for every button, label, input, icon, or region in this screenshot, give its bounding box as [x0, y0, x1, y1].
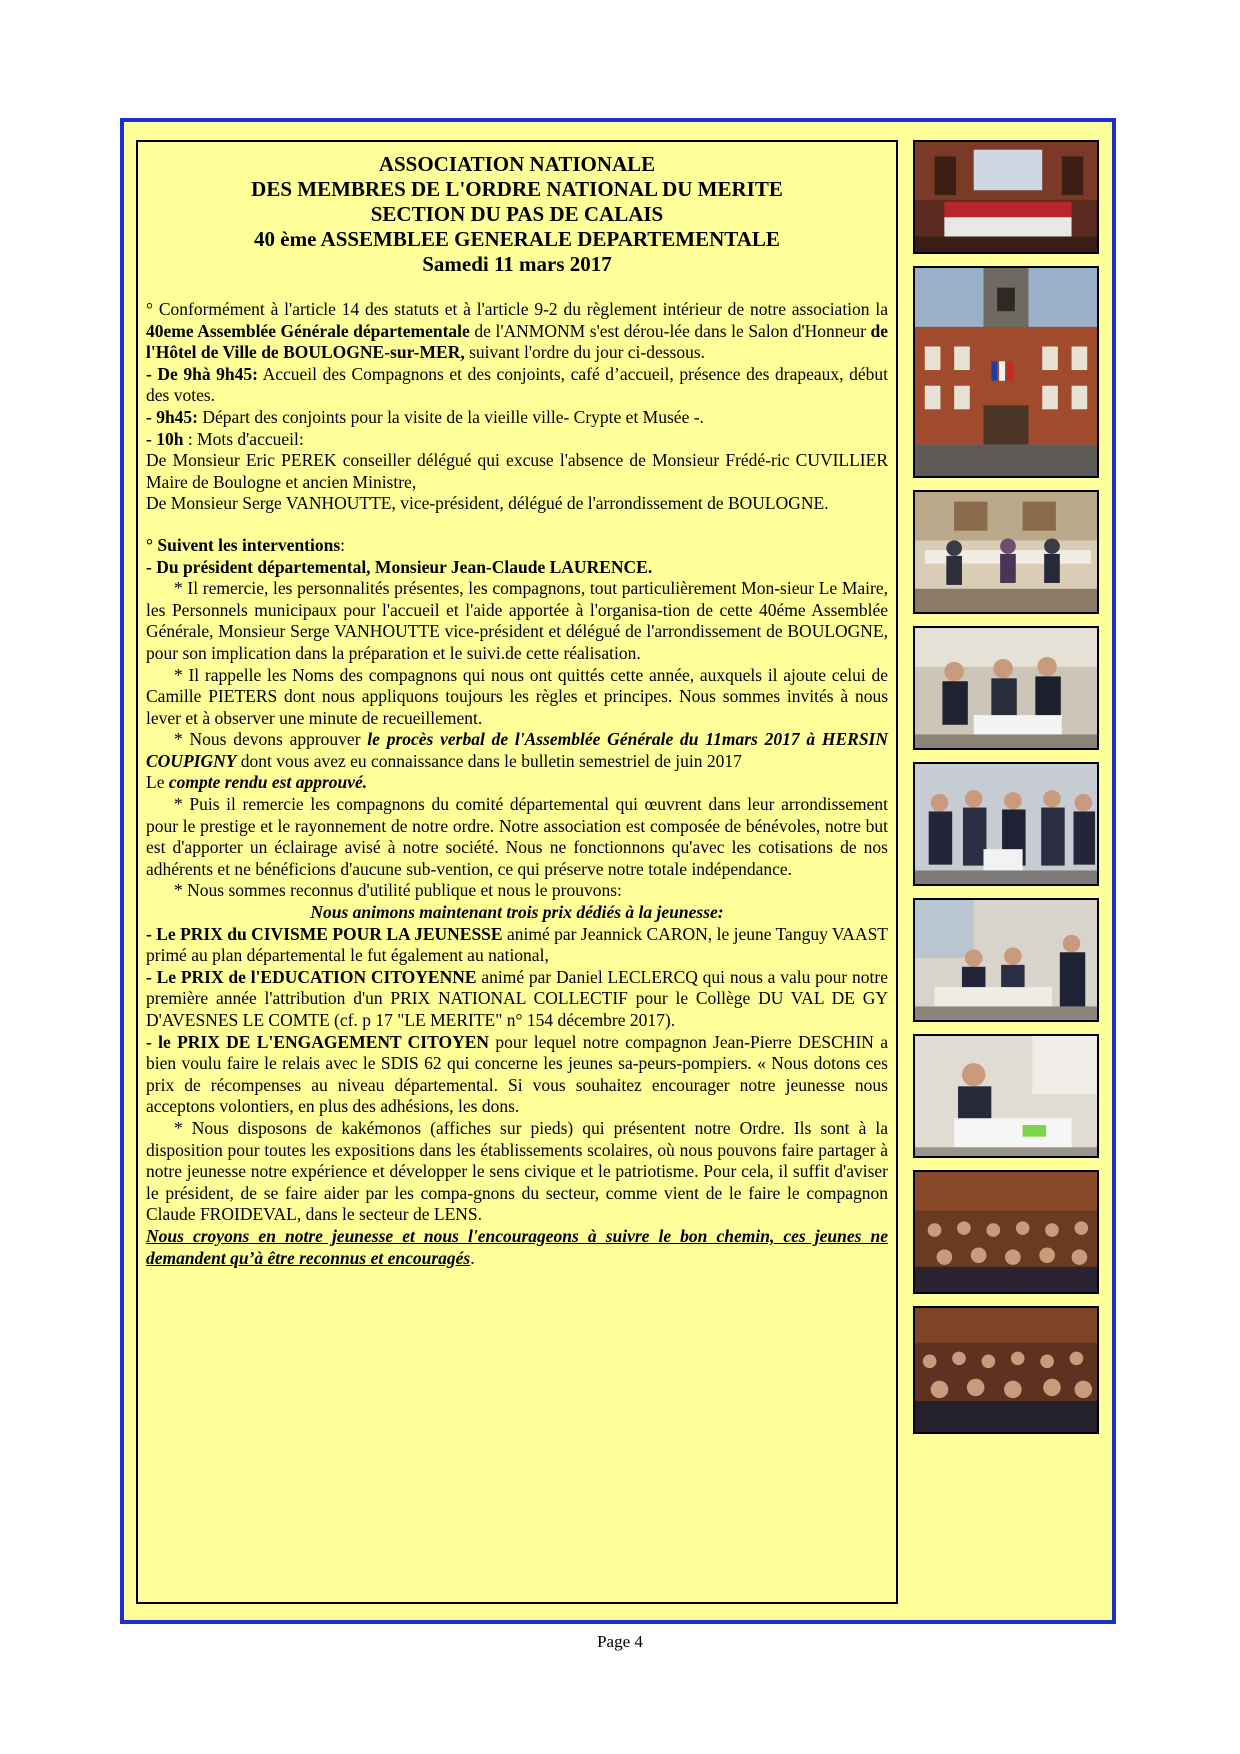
kakemonos-paragraph: * Nous disposons de kakémonos (affiches sur pieds) qui présentent notre Ordre. Ils sont à la disposition pour toutes les expositions dans les établissements scolaires, où nous pouvons faire partager à notre jeunesse notre expérience et développer le sens civique et le patriotisme. Pour cela, il suffit d'aviser le président, de se faire aider par les compa-gnons du secteur, comme vient de le faire le compagnon Claude FROIDEVAL, dans le secteur de LENS.: [146, 1117, 888, 1225]
article-box: [136, 140, 898, 1604]
photo-members-gathering: [913, 898, 1099, 1022]
photo-members-signing: [913, 626, 1099, 750]
header-line-2: DES MEMBRES DE L'ORDRE NATIONAL DU MERITE: [251, 177, 783, 201]
interventions-title: ° Suivent les interventions:: [146, 534, 346, 555]
welcome-paragraph: De Monsieur Serge VANHOUTTE, vice-président, délégué de l'arrondissement de BOULOGNE.: [146, 493, 829, 514]
intervention-paragraph: * Il remercie, les personnalités présentes, les compagnons, tout particulièrement Mon-sieur Le Maire, les Personnels municipaux pour l'accueil et l'aide apportée à l'organisa-tion de cette 40éme Assemblée Générale, Monsieur Serge VANHOUTTE vice-président et délégué de l'arrondissement de BOULOGNE, pour son implication dans la préparation et le suivi.de cette réalisation.: [146, 578, 888, 663]
prize-item: - Le PRIX du CIVISME POUR LA JEUNESSE animé par Jeannick CARON, le jeune Tanguy VAAST primé au plan départemental le fut également au national,: [146, 923, 888, 966]
prizes-heading: Nous animons maintenant trois prix dédiés à la jeunesse:: [310, 902, 724, 923]
article-header: [146, 152, 888, 277]
schedule-item: - De 9hà 9h45: Accueil des Compagnons et des conjoints, café d’accueil, présence des drapeaux, début des votes.: [146, 363, 888, 406]
photo-audience-2: [913, 1306, 1099, 1434]
page-number: Page 4: [597, 1632, 643, 1651]
president-line: - Du président départemental, Monsieur Jean-Claude LAURENCE.: [146, 556, 653, 577]
header-line-4: 40 ème ASSEMBLEE GENERALE DEPARTEMENTALE: [254, 227, 780, 251]
intervention-paragraph: * Il rappelle les Noms des compagnons qui nous ont quittés cette année, auxquels il ajoute celui de Camille PIETERS dont nous appliquons toujours les règles et principes. Nous sommes invités à nous lever et à observer une minute de recueillement.: [146, 664, 888, 728]
intervention-paragraph: * Puis il remercie les compagnons du comité départemental qui œuvrent dans leur arrondissement pour le prestige et le rayonnement de notre ordre. Notre association est composée de bénévoles, notre but est d'apporter un éclairage avisé à notre société. Nous ne fonctionnons qu'avec les cotisations de nos adhérents et ne bénéficions d'aucune sub-vention, ce qui préserve notre totale indépendance.: [146, 794, 888, 879]
approval-line: Le compte rendu est approuvé.: [146, 772, 368, 793]
prize-item: - le PRIX DE L'ENGAGEMENT CITOYEN pour lequel notre compagnon Jean-Pierre DESCHIN a bien voulu faire le relais avec le SDIS 62 qui concerne les jeunes sa-peurs-pompiers. « Nous dotons ces prix de récompenses au niveau départemental. Si vous souhaitez encourager notre jeunesse nous acceptons volontiers, en plus des adhésions, les dons.: [146, 1031, 888, 1117]
header-line-5: Samedi 11 mars 2017: [422, 252, 612, 276]
intervention-paragraph: * Nous sommes reconnus d'utilité publique et nous le prouvons:: [174, 880, 622, 901]
photo-voting-table: [913, 490, 1099, 614]
intro-paragraph: ° Conformément à l'article 14 des statuts et à l'article 9-2 du règlement intérieur de notre association la 40eme Assemblée Générale départementale de l'ANMONM s'est dérou-lée dans le Salon d'Honneur de l'Hôtel de Ville de BOULOGNE-sur-MER, suivant l'ordre du jour ci-dessous.: [146, 299, 888, 363]
closing-paragraph: Nous croyons en notre jeunesse et nous l'encourageons à suivre le bon chemin, ces jeunes ne demandent qu’à être reconnus et encouragés.: [146, 1225, 888, 1268]
welcome-paragraph: De Monsieur Eric PEREK conseiller délégué qui excuse l'absence de Monsieur Frédé-ric CUVILLIER Maire de Boulogne et ancien Ministre,: [146, 450, 888, 492]
intervention-paragraph: * Nous devons approuver le procès verbal de l'Assemblée Générale du 11mars 2017 à HERSIN COUPIGNY dont vous avez eu connaissance dans le bulletin semestriel de juin 2017: [146, 729, 888, 771]
prize-item: - Le PRIX de l'EDUCATION CITOYENNE animé par Daniel LECLERCQ qui nous a valu pour notre première année l'attribution d'un PRIX NATIONAL COLLECTIF pour le Collège DU VAL DE GY D'AVESNES LE COMTE (cf. p 17 "LE MERITE" n° 154 décembre 2017).: [146, 966, 888, 1030]
schedule-item: - 9h45: Départ des conjoints pour la visite de la vieille ville- Crypte et Musée -.: [146, 406, 704, 427]
article-body: [146, 299, 888, 1269]
photo-assembly-hall: [913, 140, 1099, 254]
photo-town-hall: [913, 266, 1099, 478]
photo-audience-1: [913, 1170, 1099, 1294]
photo-signing-register: [913, 1034, 1099, 1158]
header-line-3: SECTION DU PAS DE CALAIS: [370, 202, 664, 226]
header-line-1: ASSOCIATION NATIONALE: [378, 152, 656, 176]
photo-members-standing: [913, 762, 1099, 886]
schedule-item: - 10h : Mots d'accueil:: [146, 428, 304, 449]
